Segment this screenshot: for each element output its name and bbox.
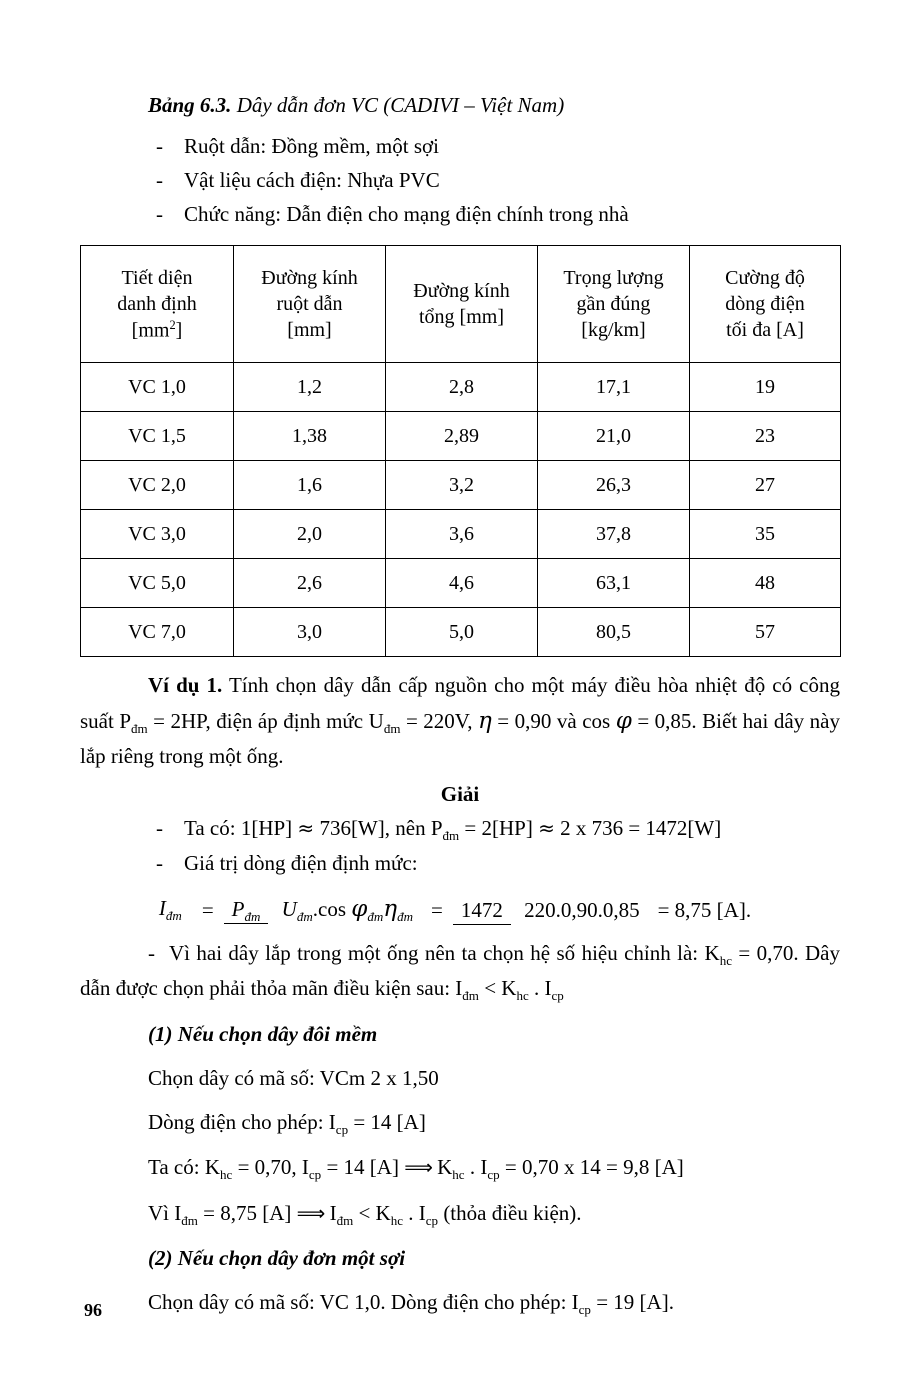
cell-code: VC 5,0: [81, 559, 234, 608]
cell-weight: 80,5: [538, 608, 690, 657]
dash-marker: -: [148, 941, 155, 965]
cell-max-current: 57: [690, 608, 841, 657]
cell-overall-diameter: 4,6: [386, 559, 538, 608]
cell-code: VC 2,0: [81, 461, 234, 510]
cell-code: VC 3,0: [81, 510, 234, 559]
option-1-allowed-current-line: Dòng điện cho phép: $I_{cp} = 14$ [A]: [148, 1110, 426, 1138]
cell-overall-diameter: 3,6: [386, 510, 538, 559]
table-row: [81, 412, 841, 461]
cell-overall-diameter: 2,89: [386, 412, 538, 461]
current-formula: [80, 896, 840, 925]
list-item-label: Ruột dẫn: Đồng mềm, một sợi: [184, 134, 439, 159]
eta-symbol: η: [383, 895, 398, 922]
cell-conductor-diameter: 1,2: [234, 363, 386, 412]
list-item: [80, 163, 840, 197]
cell-conductor-diameter: 3,0: [234, 608, 386, 657]
cell-code: VC 1,5: [81, 412, 234, 461]
formula-result: = 8,75 [A].: [657, 897, 752, 922]
example-text-1: Tính chọn dây dẫn cấp nguồn cho một máy điều hòa nhiệt độ có công suất P: [80, 673, 841, 733]
eta-symbol: η: [478, 707, 492, 734]
column-header-overall-diameter: Đường kính tổng [mm]: [386, 246, 538, 363]
table-caption-text: Dây dẫn đơn VC (CADIVI – Việt Nam): [231, 93, 565, 117]
cell-conductor-diameter: 1,6: [234, 461, 386, 510]
correction-factor-paragraph: - Vì hai dây lắp trong một ống nên ta chọn hệ số hiệu chỉnh là: $K_{hc} = 0,70$. Dây dẫn được chọn phải thỏa mãn điều kiện sau: $I_{đm} < K_{hc}$ . $I_{cp}$: [80, 941, 840, 1004]
dash-marker: -: [156, 202, 163, 227]
cell-max-current: 23: [690, 412, 841, 461]
solution-bullet-list: [80, 811, 840, 880]
list-item: - Ta có: 1[HP] ≈ 736[W], nên $P_{đm} = 2[HP] \approx 2$ x 736 = 1472[W]: [80, 811, 840, 846]
approx-icon: ≈: [538, 815, 555, 840]
cell-overall-diameter: 3,2: [386, 461, 538, 510]
cell-conductor-diameter: 2,0: [234, 510, 386, 559]
option-1-heading: (1) Nếu chọn dây đôi mềm: [148, 1022, 378, 1046]
formula-equals-2: =: [431, 897, 443, 922]
table-row: [81, 363, 841, 412]
example-label: Ví dụ 1.: [148, 673, 223, 698]
cell-conductor-diameter: 1,38: [234, 412, 386, 461]
option-2-code-line: Chọn dây có mã số: VC 1,0. Dòng điện cho phép: $I_{cp} = 19$ [A].: [148, 1289, 674, 1318]
formula-equals-1: =: [201, 897, 214, 922]
table-row: [81, 559, 841, 608]
phi-symbol: φ: [351, 895, 368, 922]
option-2-heading: (2) Nếu chọn dây đơn một sợi: [148, 1245, 406, 1270]
cell-max-current: 48: [690, 559, 841, 608]
option-1-calculation-line: Ta có: $K_{hc} = 0,70$, $I_{cp} = 14$ [A] ⟹ $K_{hc}$ . $I_{cp} = 0,70$ x 14 = 9,8 [A]: [148, 1155, 684, 1183]
table-caption: [148, 92, 840, 119]
dash-marker: -: [156, 168, 163, 193]
table-row: [81, 461, 841, 510]
list-item-label: Chức năng: Dẫn điện cho mạng điện chính trong nhà: [184, 202, 629, 227]
column-header-weight: Trọng lượng gần đúng [kg/km]: [538, 246, 690, 363]
cell-weight: 26,3: [538, 461, 690, 510]
cell-code: VC 1,0: [81, 363, 234, 412]
approx-icon: ≈: [297, 815, 315, 840]
list-item-label: Vật liệu cách điện: Nhựa PVC: [184, 168, 440, 193]
option-1-conclusion-line: Vì $I_{đm} = 8,75$ [A] ⟹ $I_{đm} < K_{hc}$ . $I_{cp}$ (thỏa điều kiện).: [148, 1200, 582, 1228]
formula-lhs: $I_{đm}$: [158, 896, 182, 924]
dash-marker: -: [156, 815, 163, 840]
page-content: [80, 92, 840, 1320]
table-caption-label: Bảng 6.3.: [148, 93, 232, 117]
cell-code: VC 7,0: [81, 608, 234, 657]
cell-weight: 21,0: [538, 412, 690, 461]
list-item: - Giá trị dòng điện định mức:: [80, 846, 840, 880]
formula-fraction-numeric: 1472 220.0,90.0,85: [453, 898, 648, 923]
cell-weight: 37,8: [538, 510, 690, 559]
table-row: [81, 510, 841, 559]
implies-icon: ⟹: [296, 1200, 325, 1225]
solution-heading: Giải: [440, 781, 480, 806]
column-header-conductor-diameter: Đường kính ruột dẫn [mm]: [234, 246, 386, 363]
phi-symbol: φ: [615, 707, 632, 734]
list-item: [80, 197, 840, 231]
cell-max-current: 35: [690, 510, 841, 559]
cell-weight: 17,1: [538, 363, 690, 412]
list-item: [80, 129, 840, 163]
cell-overall-diameter: 2,8: [386, 363, 538, 412]
column-header-cross-section: Tiết diện danh định $[mm^2]$: [81, 246, 234, 363]
intro-bullet-list: [80, 129, 840, 231]
example-paragraph: Ví dụ 1. Tính chọn dây dẫn cấp nguồn cho một máy điều hòa nhiệt độ có công suất $P_{đm} = 2HP$, điện áp định mức $U_{đm} = 220V$, η = 0,90 và cos φ = 0,85. Biết hai dây này lắp riêng trong một ống.: [80, 673, 841, 768]
column-header-max-current: Cường độ dòng điện tối đa [A]: [690, 246, 841, 363]
option-1-code-line: Chọn dây có mã số: VCm 2 x 1,50: [148, 1066, 439, 1091]
table-header-row: [81, 246, 841, 363]
page-number: 96: [84, 1300, 102, 1320]
dash-marker: -: [156, 134, 163, 159]
table-row: [81, 608, 841, 657]
implies-icon: ⟹: [404, 1155, 432, 1180]
cell-weight: 63,1: [538, 559, 690, 608]
cell-overall-diameter: 5,0: [386, 608, 538, 657]
cell-conductor-diameter: 2,6: [234, 559, 386, 608]
cell-max-current: 19: [690, 363, 841, 412]
cell-max-current: 27: [690, 461, 841, 510]
formula-fraction-symbolic: $P_{đm}$ $U_{đm}.\cos$ $\varphi_{đm}\eta_{đm}$: [224, 896, 421, 925]
dash-marker: -: [156, 850, 163, 875]
wire-specification-table: [80, 245, 841, 657]
